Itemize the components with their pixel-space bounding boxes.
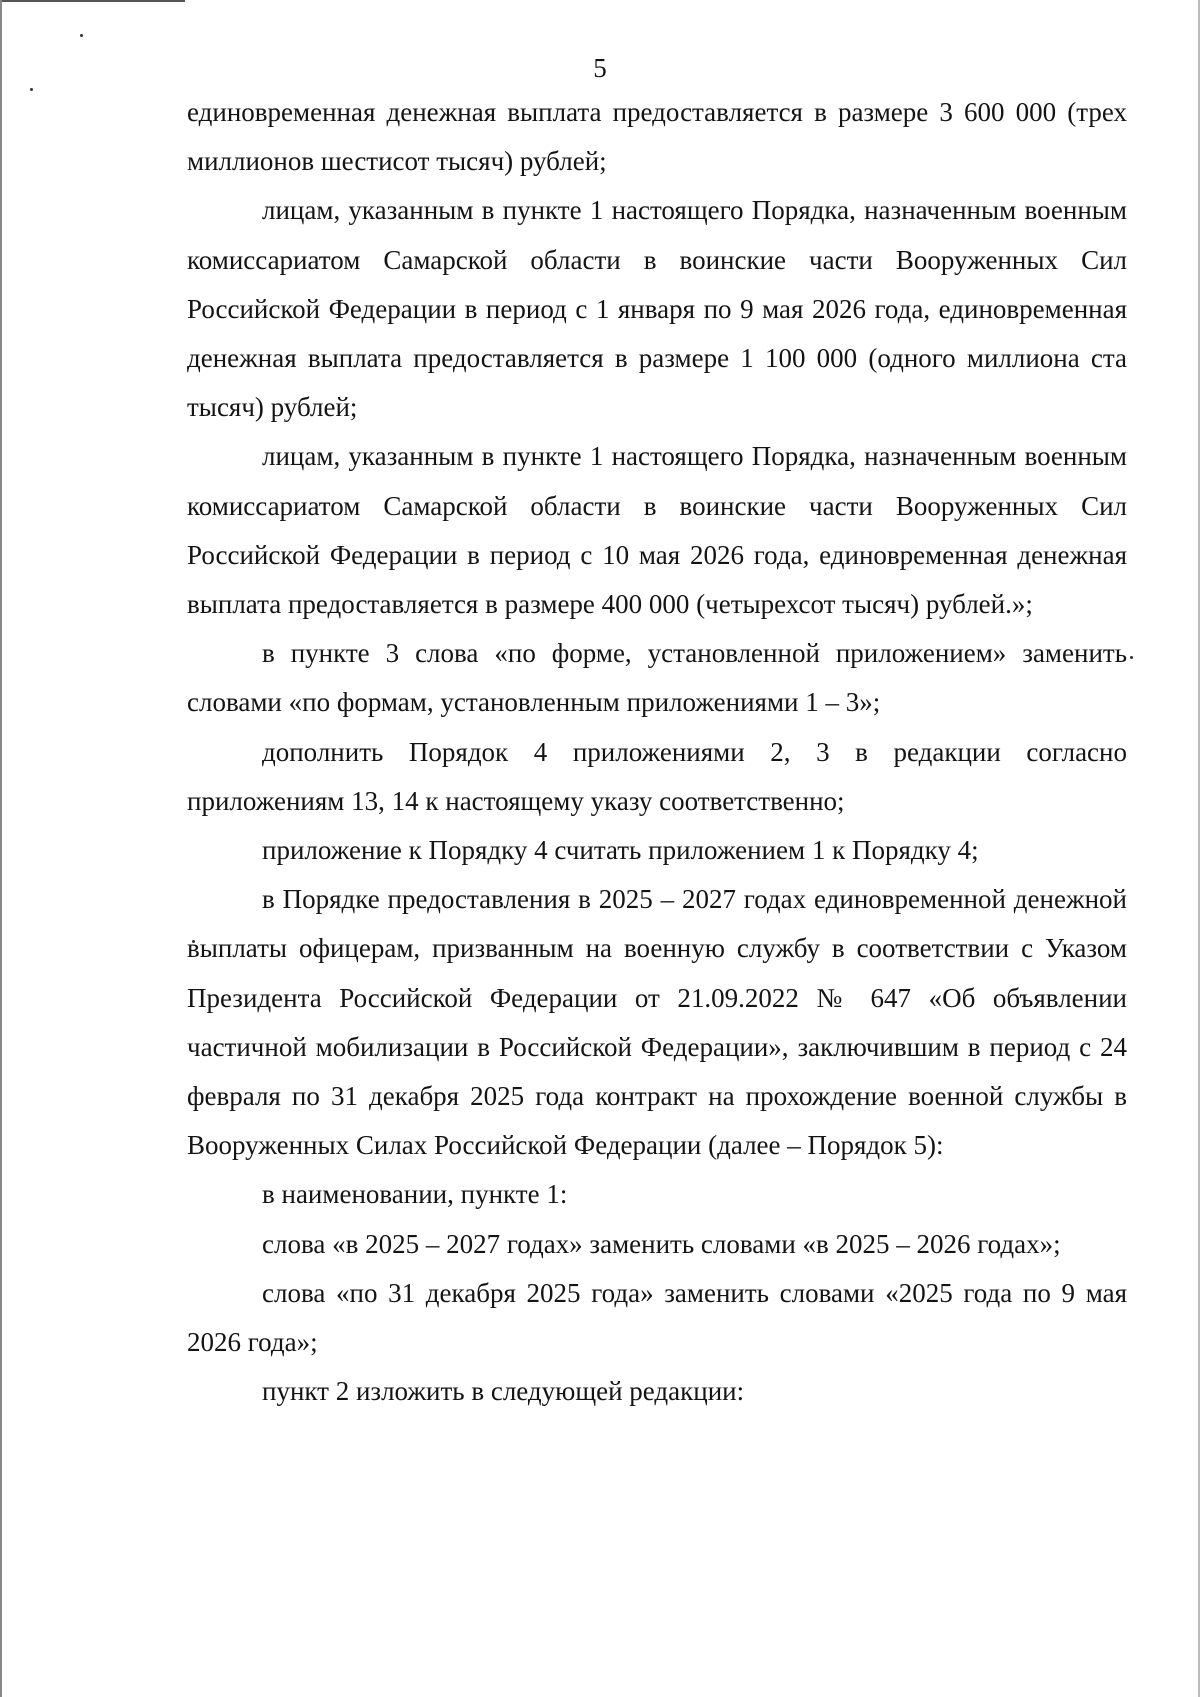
text-line: в пункте 3 слова «по форме, установленной приложением» [262,638,1007,669]
text-line: денежной выплаты офицерам, призванным на военную службу [187,884,1128,964]
paragraph [187,629,1127,727]
paragraph [187,1170,1127,1219]
scan-edge-top [0,0,185,2]
scan-speck [1130,656,1133,659]
text-line: дополнить Порядок 4 приложениями 2, 3 в редакции согласно [262,736,1127,767]
paragraph [187,1367,1127,1416]
paragraph [187,1220,1127,1269]
text-line: Федерации (далее – Порядок 5): [573,1130,944,1161]
paragraph [187,186,1127,432]
paragraph [187,432,1127,629]
document-body [187,88,1127,1416]
text-line: Сил Российской Федерации в период с 1 января по 9 мая 2026 года, [187,244,1127,324]
text-line: слова «в 2025 – 2027 годах» заменить словами «в 2025 – 2026 годах»; [262,1228,1061,1259]
text-line: «2025 года по 9 мая 2026 года»; [187,1277,1127,1358]
paragraph [187,728,1127,826]
text-line: приложение к Порядку 4 считать приложением 1 к Порядку 4; [262,835,979,866]
scan-speck [30,88,33,91]
text-line: единовременная денежная выплата предоставляется в размере [187,97,929,127]
text-line: Сил Российской Федерации в период с 10 мая 2026 года, единовременная [187,490,1127,570]
text-line: в Порядке предоставления в 2025 – 2027 годах единовременной [262,884,1006,915]
text-line: в соответствии с Указом Президента Российской Федерации от 21.09.2022 [187,933,1127,1013]
text-line: № 647 «Об объявлении частичной мобилизации в Российской Федерации», [187,982,1128,1062]
text-line: заменить словами «по формам, установленным приложениями 1 – 3»; [187,638,1128,718]
text-line: 1 100 000 (одного миллиона ста тысяч) рублей; [187,343,1128,423]
text-line: пункт 2 изложить в следующей редакции: [262,1376,745,1407]
text-line: единовременная денежная выплата предоставляется в размере [187,293,1127,374]
text-line: военным комиссариатом Самарской области в воинские части Вооруженных [187,441,1128,521]
paragraph [187,826,1127,875]
text-line: заключившим в период с 24 февраля по 31 декабря 2025 года контракт [187,1031,1128,1112]
text-line: рублей.»; [925,589,1033,620]
text-line: в наименовании, пункте 1: [262,1179,568,1210]
text-line: лицам, указанным в пункте 1 настоящего Порядка, назначенным [262,195,1017,226]
paragraph [187,88,1127,186]
paragraph [187,875,1127,1170]
text-line: лицам, указанным в пункте 1 настоящего Порядка, назначенным [262,441,1017,472]
scan-edge-left [0,0,2,1697]
text-line: слова «по 31 декабря 2025 года» заменить словами [262,1277,875,1308]
text-line: военным комиссариатом Самарской области в воинские части Вооруженных [187,195,1128,275]
paragraph [187,1269,1127,1367]
page-number: 5 [593,53,607,83]
text-line: приложениям 13, 14 к настоящему указу соответственно; [187,785,845,816]
text-line: 3 600 000 (трех миллионов шестисот тысяч) рублей; [187,97,1128,177]
text-line: на прохождение военной службы в Вооруженных Силах Российской [187,1081,1127,1161]
text-line: денежная выплата предоставляется в размере 400 000 (четырехсот тысяч) [187,539,1127,620]
scan-speck [80,34,83,37]
